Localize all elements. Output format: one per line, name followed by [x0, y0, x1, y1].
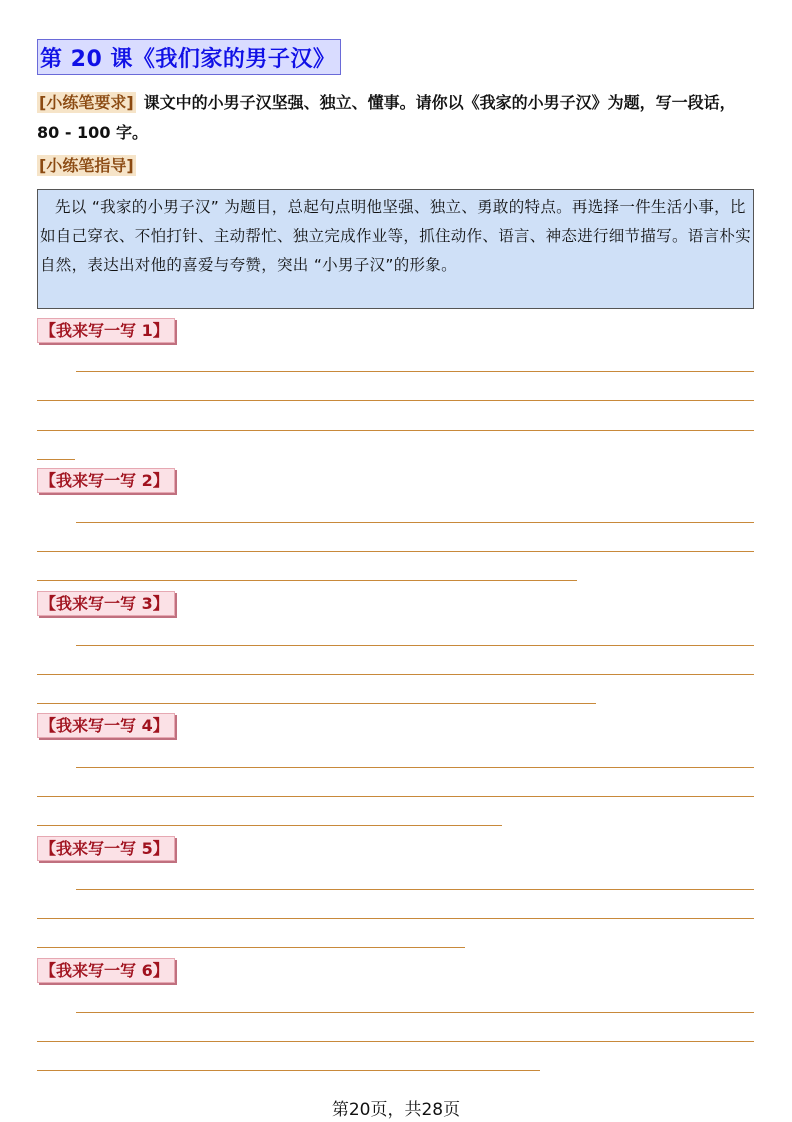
writing-line[interactable]	[76, 767, 754, 768]
write-section-label-5: 【我来写一写 5】	[37, 836, 175, 861]
write-section-label-6: 【我来写一写 6】	[37, 958, 175, 983]
writing-line[interactable]	[37, 1070, 540, 1071]
writing-line[interactable]	[37, 918, 754, 919]
page-footer: 第20页，共28页	[331, 1100, 461, 1120]
write-section-label-4: 【我来写一写 4】	[37, 713, 175, 738]
guide-tag-wrapper	[37, 153, 136, 179]
write-section-label-3: 【我来写一写 3】	[37, 591, 175, 616]
writing-line[interactable]	[37, 1041, 754, 1042]
writing-line[interactable]	[37, 580, 577, 581]
requirement-paragraph	[37, 88, 757, 148]
writing-line[interactable]	[76, 522, 754, 523]
requirement-tag: [小练笔要求]	[39, 93, 134, 112]
writing-line[interactable]	[37, 551, 754, 552]
writing-line[interactable]	[76, 371, 754, 372]
writing-line[interactable]	[37, 674, 754, 675]
writing-line[interactable]	[37, 459, 75, 460]
guide-text-box: 先以 “我家的小男子汉” 为题目，总起句点明他坚强、独立、勇敢的特点。再选择一件生活小事，比如自己穿衣、不怕打针、主动帮忙、独立完成作业等，抓住动作、语言、神态进行细节描写。语言朴实自然，表达出对他的喜爱与夸赞，突出 “小男子汉”的形象。	[37, 189, 754, 309]
lesson-title-box	[37, 39, 341, 75]
writing-line[interactable]	[37, 400, 754, 401]
writing-line[interactable]	[76, 1012, 754, 1013]
writing-line[interactable]	[76, 889, 754, 890]
write-section-label-1: 【我来写一写 1】	[37, 318, 175, 343]
write-section-label-2: 【我来写一写 2】	[37, 468, 175, 493]
writing-line[interactable]	[37, 430, 754, 431]
writing-line[interactable]	[37, 947, 465, 948]
writing-line[interactable]	[37, 825, 502, 826]
writing-line[interactable]	[37, 703, 596, 704]
requirement-text: 课文中的小男子汉坚强、独立、懂事。请你以《我家的小男子汉》为题，写一段话，80 - 100 字。	[37, 93, 736, 142]
guide-tag: [小练笔指导]	[39, 156, 134, 175]
lesson-title: 第 20 课《我们家的男子汉》	[40, 46, 336, 72]
writing-line[interactable]	[37, 796, 754, 797]
writing-line[interactable]	[76, 645, 754, 646]
